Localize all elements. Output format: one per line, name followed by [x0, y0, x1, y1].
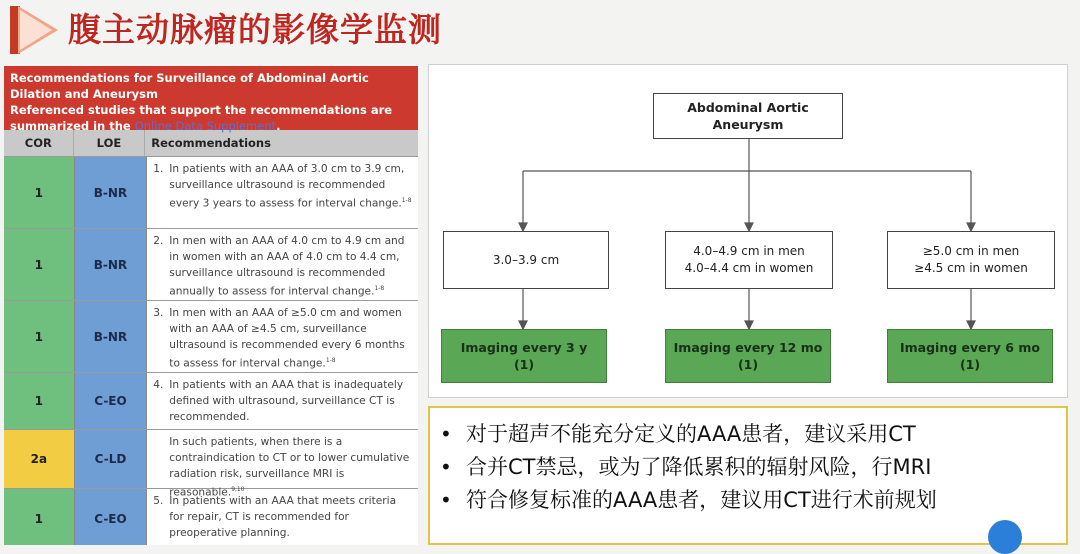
loe-cell: C-EO: [74, 489, 148, 545]
note-text: 合并CT禁忌，或为了降低累积的辐射风险，行MRI: [466, 455, 932, 479]
bullet: •: [440, 422, 452, 446]
rec-text: In patients with an AAA of 3.0 cm to 3.9 cm, surveillance ultrasound is recommended every 3 years to assess for interval change.: [169, 163, 405, 210]
rec-text: In patients with an AAA that is inadequately defined with ultrasound, surveillance CT is recommended.: [169, 379, 404, 423]
slide-title: 腹主动脉瘤的影像学监测: [68, 10, 442, 49]
recommendation-cell: [147, 489, 418, 545]
flow-size-box: [443, 231, 609, 289]
size-line: 4.0–4.9 cm in men: [693, 244, 805, 258]
note-text: 对于超声不能充分定义的AAA患者，建议采用CT: [466, 422, 916, 446]
table-row: [4, 156, 418, 228]
col-header-cor: COR: [4, 130, 74, 156]
imaging-cor: (1): [513, 357, 535, 372]
col-header-recommendations: Recommendations: [151, 136, 271, 150]
table-title-text: Referenced studies that support the recommendations are summarized in the: [10, 103, 393, 133]
recommendation-cell: [147, 157, 418, 228]
imaging-label: Imaging every 12 mo: [673, 340, 823, 355]
cor-cell: 1: [4, 489, 74, 545]
bullet: •: [440, 488, 452, 512]
rec-number: [153, 434, 169, 486]
table-row: [4, 488, 418, 545]
table-title: [4, 66, 418, 133]
cor-cell: 1: [4, 301, 74, 372]
rec-text: In men with an AAA of ≥5.0 cm and women with an AAA of ≥4.5 cm, surveillance ultrasound is recommended every 6 months to assess for interval change.: [169, 307, 405, 370]
slide-header: [0, 0, 1080, 60]
table-row: [4, 228, 418, 300]
rec-text: In such patients, when there is a contraindication to CT or to lower cumulative radiation risk, surveillance MRI is reasonable.: [169, 436, 410, 499]
rec-number: 5.: [153, 495, 164, 507]
cor-cell: 1: [4, 157, 74, 228]
rec-refs: 9,10: [231, 486, 245, 493]
chinese-notes-box: [428, 406, 1068, 545]
table-title-line1: Recommendations for Surveillance of Abdominal Aortic Dilation and Aneurysm: [10, 71, 369, 101]
rec-text: In patients with an AAA that meets criteria for repair, CT is recommended for preoperative planning.: [169, 495, 397, 539]
notes-list: [430, 408, 1066, 517]
bullet: •: [440, 455, 452, 479]
rec-number: 3.: [153, 307, 164, 319]
surveillance-flowchart: [428, 64, 1068, 398]
recommendation-cell: [147, 229, 418, 300]
loe-cell: B-NR: [74, 157, 148, 228]
imaging-cor: (1): [959, 357, 981, 372]
rec-text-wrap: [169, 161, 412, 226]
size-line: ≥5.0 cm in men: [922, 244, 1020, 258]
rec-number: 2.: [153, 235, 164, 247]
imaging-cor: (1): [737, 357, 759, 372]
flow-root-box: Abdominal Aortic Aneurysm: [653, 93, 843, 139]
rec-refs: 1-8: [401, 197, 412, 204]
table-title-period: .: [276, 119, 281, 133]
rec-number: 4.: [153, 379, 164, 391]
loe-cell: B-NR: [74, 229, 148, 300]
cor-cell: 1: [4, 373, 74, 429]
flow-imaging-box: [665, 329, 831, 383]
loe-cell: C-EO: [74, 373, 148, 429]
flow-size-box: [887, 231, 1055, 289]
recommendation-cell: [147, 301, 418, 372]
table-row: [4, 372, 418, 429]
cor-cell: 2a: [4, 430, 74, 488]
col-header-loe: LOE: [74, 130, 146, 156]
imaging-label: Imaging every 3 y: [460, 340, 588, 355]
rec-text-wrap: [169, 305, 412, 370]
flow-size-box: [665, 231, 833, 289]
imaging-label: Imaging every 6 mo: [900, 340, 1040, 355]
list-item: [440, 451, 1066, 484]
size-line: 3.0–3.9 cm: [492, 252, 560, 267]
chevron-inner-icon: [20, 10, 52, 50]
rec-number: 1.: [153, 163, 164, 175]
cor-cell: 1: [4, 229, 74, 300]
rec-text-wrap: [169, 233, 412, 298]
table-header: [4, 130, 418, 156]
size-line: 4.0–4.4 cm in women: [684, 261, 814, 275]
flow-imaging-box: [441, 329, 607, 383]
watermark-logo-icon: [988, 520, 1022, 554]
rec-text: In men with an AAA of 4.0 cm to 4.9 cm and in women with an AAA of 4.0 cm to 4.4 cm, surveillance ultrasound is recommended annually to assess for interval change.: [169, 235, 405, 298]
table-row: [4, 300, 418, 372]
size-line: ≥4.5 cm in women: [914, 261, 1028, 275]
rec-refs: 1-8: [325, 357, 336, 364]
table-row: [4, 429, 418, 499]
online-data-supplement-link[interactable]: Online Data Supplement: [134, 119, 277, 133]
note-text: 符合修复标准的AAA患者，建议用CT进行术前规划: [466, 488, 937, 512]
list-item: [440, 484, 1066, 517]
recommendation-table: [4, 66, 418, 545]
loe-cell: C-LD: [74, 430, 148, 488]
rec-text-wrap: [169, 434, 412, 499]
list-item: [440, 418, 1066, 451]
loe-cell: B-NR: [74, 301, 148, 372]
flow-imaging-box: [887, 329, 1053, 383]
rec-refs: 1-8: [374, 285, 385, 292]
recommendation-cell: [147, 430, 418, 499]
recommendation-cell: [147, 373, 418, 429]
